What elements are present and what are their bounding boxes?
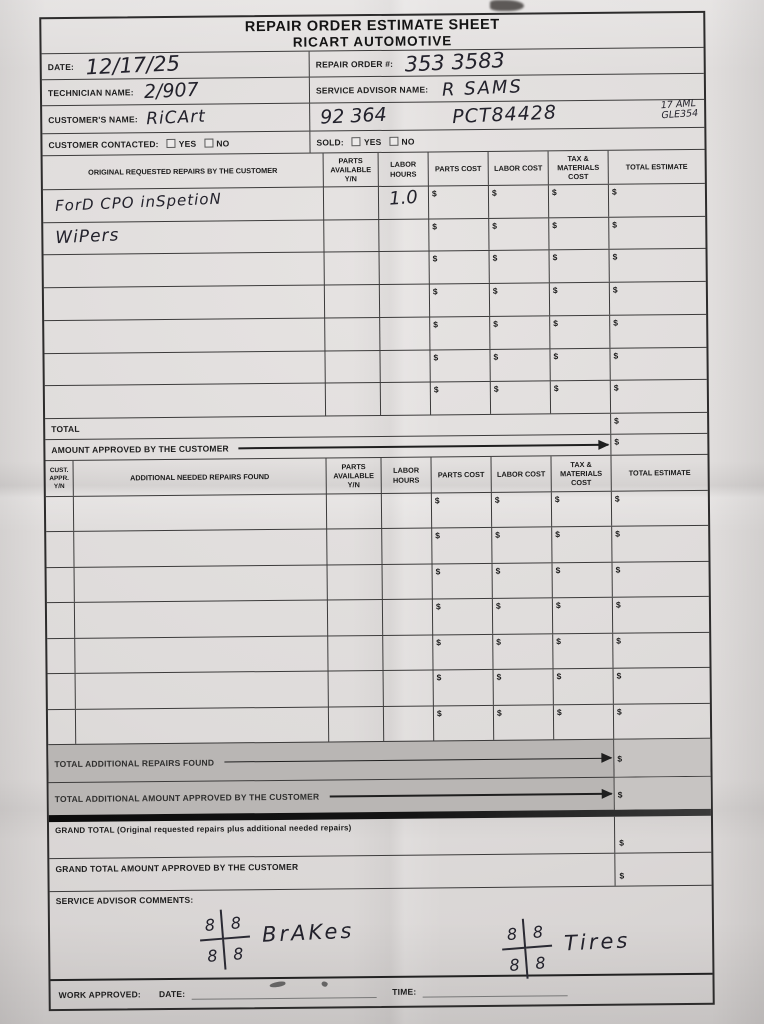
total-estimate-cell xyxy=(613,597,709,632)
total-label: TOTAL xyxy=(51,423,80,435)
col-labor-cost: LABOR COST xyxy=(491,456,551,492)
labor-cost-cell xyxy=(489,185,549,217)
labor-hours-cell xyxy=(383,564,433,599)
total-amount-cell xyxy=(611,413,707,434)
dollar-sign: $ xyxy=(615,529,621,540)
repair-handwritten: ForD CPO inSpetioN xyxy=(54,189,223,215)
labor-hours-cell xyxy=(380,317,430,349)
corner-note-line2: GLE354 xyxy=(661,108,699,122)
measurement-value: 8 xyxy=(222,908,250,940)
parts-available-cell xyxy=(329,671,384,706)
parts-cost-cell xyxy=(430,284,490,316)
col-labor-hours: LABOR HOURS xyxy=(379,152,429,185)
dollar-sign: $ xyxy=(435,601,441,612)
parts-cost-cell xyxy=(433,635,493,670)
parts-available-cell xyxy=(324,220,379,252)
ink-smudge xyxy=(490,0,524,11)
labor-hours-cell xyxy=(380,350,430,382)
labor-cost-cell xyxy=(493,599,553,634)
labor-cost-cell xyxy=(490,283,550,315)
cust-appr-cell xyxy=(48,674,76,709)
grand-total-label: GRAND TOTAL (Original requested repairs plus additional needed repairs) xyxy=(55,823,352,836)
total-estimate-cell xyxy=(614,668,710,703)
dollar-sign: $ xyxy=(613,382,619,394)
contacted-no-label: NO xyxy=(216,137,230,149)
parts-available-cell xyxy=(328,636,383,671)
brakes-handwritten-label: BrAKes xyxy=(261,918,355,947)
parts-cost-cell xyxy=(433,564,493,599)
dollar-sign: $ xyxy=(555,565,561,576)
customer-name-label: CUSTOMER'S NAME: xyxy=(48,113,138,125)
grand-total-row xyxy=(49,816,711,858)
labor-hours-cell xyxy=(379,186,429,218)
dollar-sign: $ xyxy=(436,637,442,648)
dollar-sign: $ xyxy=(434,495,440,506)
dollar-sign: $ xyxy=(616,670,622,681)
col-parts-cost: PARTS COST xyxy=(429,152,489,186)
parts-cost-cell xyxy=(429,186,489,218)
total-estimate-cell xyxy=(610,282,706,315)
total-additional-approved-label: TOTAL ADDITIONAL AMOUNT APPROVED BY THE CUSTOMER xyxy=(54,791,320,805)
col-parts-available: PARTS AVAILABLE Y/N xyxy=(326,458,381,494)
dollar-sign: $ xyxy=(551,187,557,198)
table-row xyxy=(44,248,706,287)
labor-cost-cell xyxy=(489,218,549,250)
measurement-value: 8 xyxy=(232,943,245,964)
repair-cell xyxy=(75,565,328,602)
total-estimate-cell xyxy=(612,526,708,561)
customer-note-2: PCT84428 xyxy=(452,101,558,129)
repair-cell xyxy=(44,318,325,352)
grand-total-approved-label: GRAND TOTAL AMOUNT APPROVED BY THE CUSTOMER xyxy=(55,861,299,875)
vehicle-corner-note xyxy=(661,99,699,122)
tax-materials-cell xyxy=(550,348,610,380)
dollar-sign: $ xyxy=(493,384,499,395)
approval-arrow xyxy=(239,444,609,449)
measurement-value: 8 xyxy=(198,910,224,942)
grand-total-approved-cell xyxy=(615,853,711,886)
tax-materials-cell xyxy=(554,669,614,704)
dollar-sign: $ xyxy=(615,599,621,610)
dollar-sign: $ xyxy=(496,671,502,682)
repair-cell xyxy=(43,187,324,221)
col-parts-cost: PARTS COST xyxy=(431,457,491,493)
tires-handwritten-label: Tires xyxy=(563,928,631,956)
total-estimate-cell xyxy=(610,249,706,282)
customer-name-field xyxy=(42,104,310,134)
dollar-sign: $ xyxy=(432,221,438,232)
labor-cost-cell xyxy=(492,528,552,563)
total-additional-row xyxy=(48,738,710,782)
dollar-sign: $ xyxy=(495,565,501,576)
service-advisor-field xyxy=(310,74,704,103)
cust-appr-cell xyxy=(47,639,75,674)
customer-contacted-field xyxy=(42,132,310,156)
dollar-sign: $ xyxy=(552,285,558,296)
dollar-sign: $ xyxy=(433,351,439,363)
dollar-sign: $ xyxy=(619,837,624,848)
contacted-yes-label: YES xyxy=(178,138,197,149)
parts-available-cell xyxy=(325,351,380,383)
customer-contacted-label: CUSTOMER CONTACTED: xyxy=(48,138,159,150)
tax-materials-cell xyxy=(550,283,610,315)
col-labor-hours: LABOR HOURS xyxy=(381,457,431,492)
labor-cost-cell xyxy=(490,349,550,381)
contacted-no-checkbox xyxy=(204,139,213,148)
cust-appr-cell xyxy=(48,709,76,744)
table-row xyxy=(47,596,709,638)
tax-materials-cell xyxy=(553,633,613,668)
col-cust-appr: CUST. APPR. Y/N xyxy=(46,461,74,496)
repair-order-field xyxy=(310,48,704,77)
total-additional-cell xyxy=(614,739,710,777)
repair-cell xyxy=(74,530,327,567)
cust-appr-cell xyxy=(46,497,74,532)
col-total-estimate: TOTAL ESTIMATE xyxy=(625,161,688,172)
customer-notes-field xyxy=(310,100,704,131)
table-row xyxy=(43,216,705,255)
dollar-sign: $ xyxy=(436,707,442,718)
total-additional-approved-row xyxy=(49,776,711,815)
labor-cost-cell xyxy=(494,669,554,704)
repair-cell xyxy=(44,253,325,287)
labor-hours-cell xyxy=(383,635,433,670)
table-row xyxy=(47,632,709,674)
dollar-sign: $ xyxy=(555,600,561,611)
dollar-sign: $ xyxy=(619,870,625,881)
grand-total-approved-row xyxy=(49,852,711,891)
repair-cell xyxy=(74,494,327,531)
parts-cost-cell xyxy=(431,382,491,414)
comments-area xyxy=(50,903,713,979)
tax-materials-cell xyxy=(554,704,614,739)
tax-materials-cell xyxy=(550,316,610,348)
dollar-sign: $ xyxy=(553,383,559,394)
total-estimate-cell xyxy=(614,703,710,738)
table-row xyxy=(48,667,710,709)
total-estimate-cell xyxy=(610,347,706,380)
col-tax-materials: TAX & MATERIALS COST xyxy=(551,456,611,492)
repair-cell xyxy=(43,220,324,254)
repair-cell xyxy=(76,672,329,709)
corner-note-line1: 17 AML xyxy=(660,98,697,112)
dollar-sign: $ xyxy=(492,220,498,231)
parts-cost-cell xyxy=(433,599,493,634)
title-line1: REPAIR ORDER ESTIMATE SHEET xyxy=(244,16,500,35)
parts-cost-cell xyxy=(432,528,492,563)
approval-arrow xyxy=(329,793,611,797)
dollar-sign: $ xyxy=(436,672,442,683)
labor-cost-cell xyxy=(492,492,552,527)
tires-measurement-grid xyxy=(500,917,555,981)
dollar-sign: $ xyxy=(611,186,617,197)
dollar-sign: $ xyxy=(552,252,558,263)
labor-hours-cell xyxy=(380,285,430,317)
dollar-sign: $ xyxy=(495,530,501,541)
tax-materials-cell xyxy=(553,563,613,598)
col-original-repairs: ORIGINAL REQUESTED REPAIRS BY THE CUSTOMER xyxy=(43,153,324,189)
repair-order-form xyxy=(39,11,715,1011)
table-row xyxy=(45,379,707,418)
parts-cost-cell xyxy=(430,349,490,381)
tax-materials-cell xyxy=(549,217,609,249)
dollar-sign: $ xyxy=(491,187,497,198)
parts-cost-cell xyxy=(430,317,490,349)
dollar-sign: $ xyxy=(553,318,558,329)
technician-handwritten-value: 2/907 xyxy=(143,78,200,104)
title-line2: RICART AUTOMOTIVE xyxy=(292,32,453,50)
service-advisor-comments-label: SERVICE ADVISOR COMMENTS: xyxy=(55,894,194,906)
date-handwritten-value: 12/17/25 xyxy=(85,51,181,80)
dollar-sign: $ xyxy=(616,635,622,646)
parts-available-cell xyxy=(328,565,383,600)
parts-cost-cell xyxy=(430,251,490,283)
dollar-sign: $ xyxy=(492,253,498,264)
dollar-sign: $ xyxy=(615,564,621,575)
total-estimate-cell xyxy=(611,380,707,413)
labor-cost-cell xyxy=(490,251,550,283)
parts-available-cell xyxy=(325,285,380,317)
cust-appr-cell xyxy=(47,603,75,638)
sold-no-label: NO xyxy=(401,136,415,147)
dollar-sign: $ xyxy=(613,317,618,328)
total-estimate-cell xyxy=(613,633,709,668)
table-row xyxy=(43,183,705,222)
service-advisor-handwritten-value: R SAMS xyxy=(441,75,524,101)
tax-materials-cell xyxy=(550,250,610,282)
dollar-sign: $ xyxy=(493,351,499,362)
total-estimate-cell xyxy=(613,562,709,597)
cust-appr-cell xyxy=(47,568,75,603)
technician-field xyxy=(42,78,310,106)
tax-materials-cell xyxy=(551,381,611,413)
dollar-sign: $ xyxy=(552,219,558,231)
parts-available-cell xyxy=(329,706,384,741)
col-tax-materials: TAX & MATERIALS COST xyxy=(549,151,609,185)
total-estimate-cell xyxy=(612,491,708,526)
footer-time-label: TIME: xyxy=(392,986,417,997)
amount-approved-cell xyxy=(611,434,707,455)
repair-order-handwritten-value: 353 3583 xyxy=(404,48,506,77)
additional-repairs-table-body xyxy=(46,490,710,744)
labor-hours-cell xyxy=(381,383,431,415)
time-signature-line xyxy=(422,985,567,997)
repair-cell xyxy=(44,286,325,320)
labor-hours-cell xyxy=(380,252,430,284)
labor-cost-cell xyxy=(490,316,550,348)
labor-hours-cell xyxy=(382,493,432,528)
labor-hours-handwritten: 1.0 xyxy=(388,186,419,210)
table-row xyxy=(44,281,706,320)
measurement-value: 8 xyxy=(200,940,226,972)
table-row xyxy=(48,702,710,744)
sold-yes-label: YES xyxy=(363,136,382,147)
service-advisor-label: SERVICE ADVISOR NAME: xyxy=(315,83,429,96)
parts-available-cell xyxy=(325,318,380,350)
repair-cell xyxy=(44,351,325,385)
dollar-sign: $ xyxy=(435,530,441,541)
repair-cell xyxy=(75,601,328,638)
brakes-note xyxy=(200,908,355,969)
col-total-estimate: TOTAL ESTIMATE xyxy=(628,467,691,478)
repair-cell xyxy=(45,384,326,418)
repair-order-label: REPAIR ORDER #: xyxy=(315,58,394,70)
tax-materials-cell xyxy=(552,492,612,527)
customer-handwritten-value: RiCArt xyxy=(145,106,206,130)
dollar-sign: $ xyxy=(495,601,501,612)
parts-cost-cell xyxy=(434,705,494,740)
date-field xyxy=(42,52,310,80)
date-signature-line xyxy=(191,987,376,1000)
dollar-sign: $ xyxy=(612,284,618,295)
labor-hours-cell xyxy=(384,706,434,741)
total-additional-label: TOTAL ADDITIONAL REPAIRS FOUND xyxy=(54,757,215,769)
table-row xyxy=(44,314,706,353)
dollar-sign: $ xyxy=(494,494,500,505)
work-approved-row xyxy=(50,973,712,1009)
work-approved-label: WORK APPROVED: xyxy=(58,989,141,1001)
dollar-sign: $ xyxy=(493,318,498,329)
labor-cost-cell xyxy=(491,382,551,414)
dollar-sign: $ xyxy=(612,219,618,230)
dollar-sign: $ xyxy=(556,706,562,717)
tax-materials-cell xyxy=(552,527,612,562)
labor-hours-cell xyxy=(382,529,432,564)
dollar-sign: $ xyxy=(432,253,438,264)
total-estimate-cell xyxy=(609,184,705,217)
col-parts-available: PARTS AVAILABLE Y/N xyxy=(324,153,379,187)
sold-no-checkbox xyxy=(389,137,398,146)
dollar-sign: $ xyxy=(496,707,502,718)
dollar-sign: $ xyxy=(496,636,502,647)
parts-available-cell xyxy=(327,494,382,529)
pen-smudge xyxy=(269,980,286,987)
grand-total-cell xyxy=(615,816,711,853)
approval-arrow xyxy=(224,757,611,762)
measurement-value: 8 xyxy=(502,949,528,981)
dollar-sign: $ xyxy=(613,350,619,361)
dollar-sign: $ xyxy=(617,789,623,800)
dollar-sign: $ xyxy=(612,252,618,263)
dollar-sign: $ xyxy=(435,566,441,577)
tax-materials-cell xyxy=(549,185,609,217)
original-repairs-table-body xyxy=(43,183,707,418)
measurement-value: 8 xyxy=(500,919,526,951)
parts-cost-cell xyxy=(432,493,492,528)
customer-note-1: 92 364 xyxy=(319,103,388,129)
dollar-sign: $ xyxy=(614,436,620,447)
total-estimate-cell xyxy=(610,315,706,348)
table-row xyxy=(44,346,706,385)
repair-handwritten: WiPers xyxy=(54,225,120,248)
cust-appr-cell xyxy=(46,532,74,567)
footer-date-label: DATE: xyxy=(158,988,186,1000)
parts-cost-cell xyxy=(429,219,489,251)
dollar-sign: $ xyxy=(431,188,437,199)
contacted-yes-checkbox xyxy=(167,139,176,148)
tires-note xyxy=(502,918,631,979)
dollar-sign: $ xyxy=(556,671,562,682)
table-row xyxy=(46,490,708,532)
repair-cell xyxy=(75,636,328,673)
table-row xyxy=(47,561,709,603)
amount-approved-label: AMOUNT APPROVED BY THE CUSTOMER xyxy=(51,443,229,456)
parts-cost-cell xyxy=(434,670,494,705)
dollar-sign: $ xyxy=(555,529,561,540)
parts-available-cell xyxy=(325,252,380,284)
labor-cost-cell xyxy=(493,563,553,598)
dollar-sign: $ xyxy=(614,493,620,504)
labor-hours-cell xyxy=(384,671,434,706)
col-additional-repairs: ADDITIONAL NEEDED REPAIRS FOUND xyxy=(74,458,327,495)
dollar-sign: $ xyxy=(616,706,622,717)
dollar-sign: $ xyxy=(556,635,562,646)
dollar-sign: $ xyxy=(553,350,559,361)
brakes-measurement-grid xyxy=(198,908,253,972)
parts-available-cell xyxy=(326,383,381,415)
labor-hours-cell xyxy=(379,219,429,251)
dollar-sign: $ xyxy=(433,384,439,395)
total-estimate-cell xyxy=(609,217,705,250)
tax-materials-cell xyxy=(553,598,613,633)
dollar-sign: $ xyxy=(614,415,619,426)
labor-cost-cell xyxy=(494,705,554,740)
dollar-sign: $ xyxy=(432,286,438,297)
pen-smudge xyxy=(320,980,328,987)
labor-cost-cell xyxy=(493,634,553,669)
sold-yes-checkbox xyxy=(352,137,361,146)
technician-label: TECHNICIAN NAME: xyxy=(47,86,134,98)
measurement-value: 8 xyxy=(534,952,547,973)
measurement-value: 8 xyxy=(524,917,552,949)
sold-field xyxy=(310,128,704,153)
parts-available-cell xyxy=(327,529,382,564)
repair-cell xyxy=(76,707,329,744)
table-row xyxy=(46,525,708,567)
labor-hours-cell xyxy=(383,600,433,635)
col-labor-cost: LABOR COST xyxy=(489,151,549,185)
total-additional-approved-cell xyxy=(615,777,711,810)
parts-available-cell xyxy=(324,187,379,219)
dollar-sign: $ xyxy=(554,494,560,505)
date-label: DATE: xyxy=(47,61,75,72)
dollar-sign: $ xyxy=(433,319,438,330)
parts-available-cell xyxy=(328,600,383,635)
dollar-sign: $ xyxy=(492,285,498,297)
dollar-sign: $ xyxy=(617,753,623,764)
sold-label: SOLD: xyxy=(316,136,344,148)
